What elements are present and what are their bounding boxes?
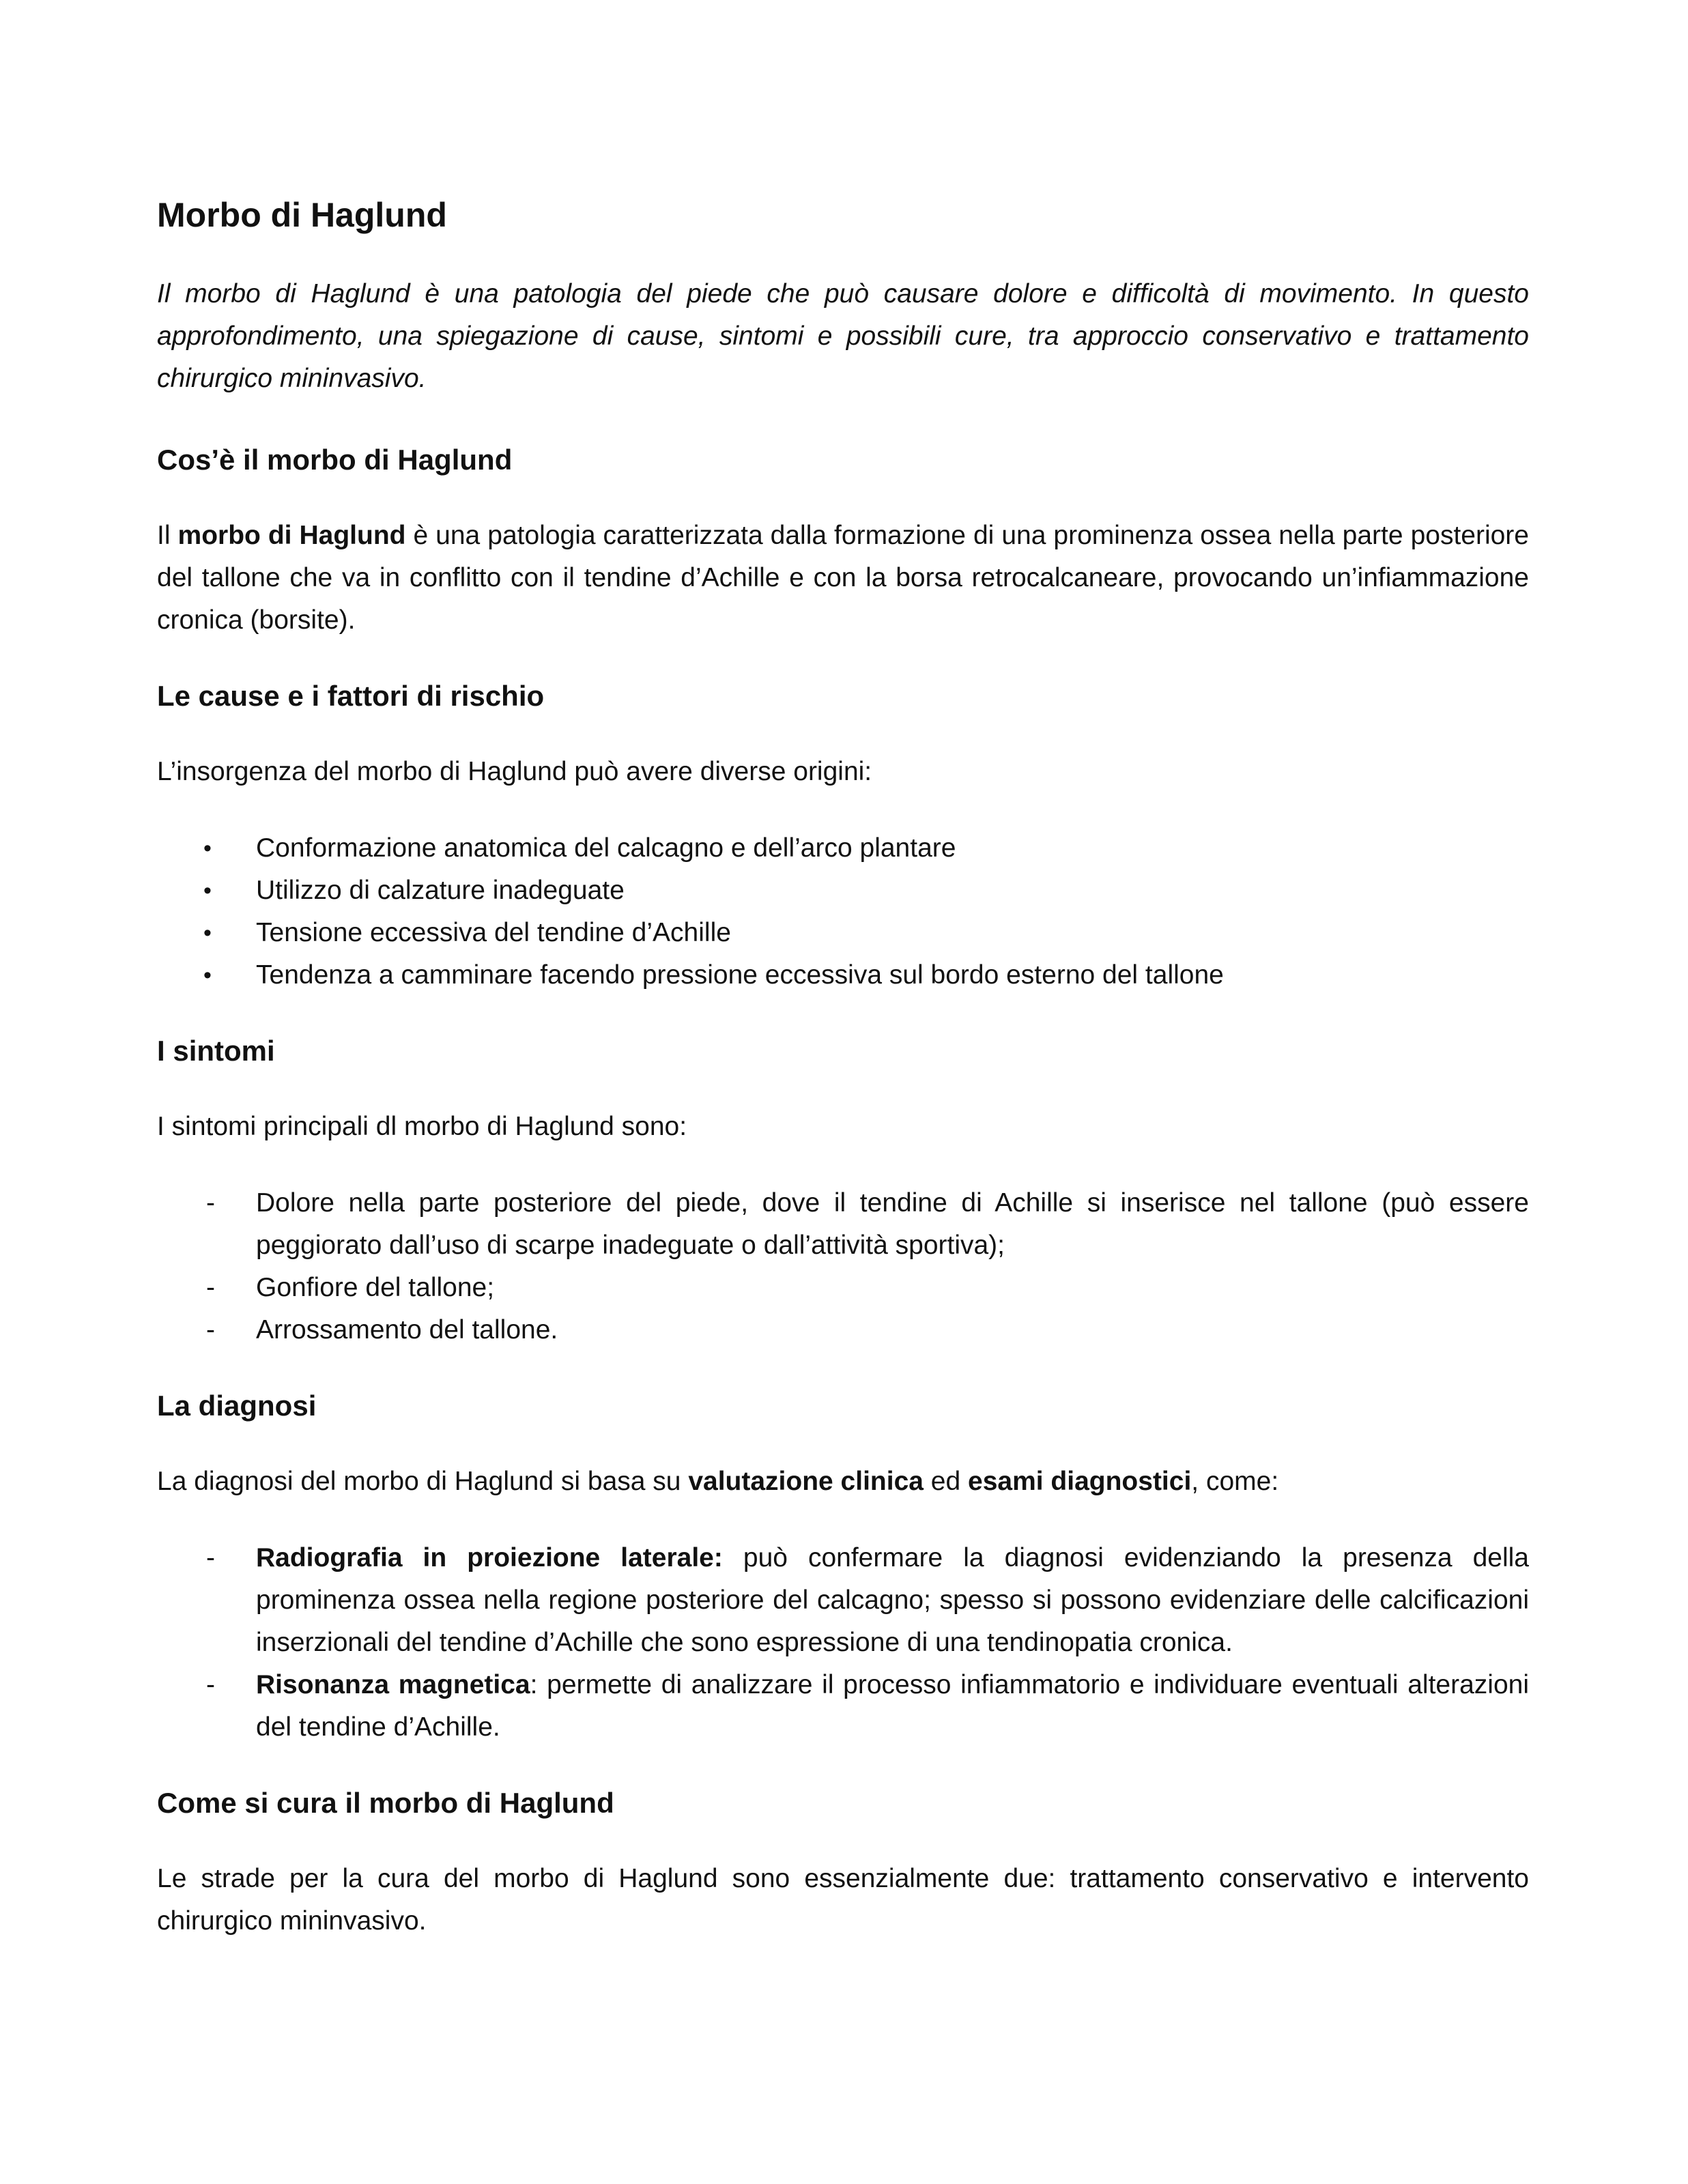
list-item-bold: Risonanza magnetica [256,1670,530,1699]
diagnosis-list [157,1537,1529,1749]
bullet-marker: • [203,920,212,946]
section-heading-treatment: Come si cura il morbo di Haglund [157,1787,614,1819]
section-heading-symptoms: I sintomi [157,1035,275,1067]
diagnosis-bold-clinical: valutazione clinica [688,1467,924,1496]
bullet-marker: • [203,835,212,861]
list-item [157,827,1529,870]
causes-list [157,827,1529,996]
symptoms-lead: I sintomi principali dl morbo di Haglund sono: [157,1112,687,1141]
causes-lead: L’insorgenza del morbo di Haglund può avere diverse origini: [157,757,872,786]
diagnosis-lead-mid: ed [923,1467,969,1496]
definition-text-end: è una patologia caratterizzata dalla formazione di una prominenza ossea nella parte posteriore del tallone che va in conflitto con il tendine d’Achille e con la borsa retrocalcaneare, provocando un’infiammazione cronica (borsite). [157,521,1529,635]
bullet-marker: • [203,878,212,904]
document-page [157,191,1529,1977]
diagnosis-lead [157,1461,1529,1503]
list-item-text: Conformazione anatomica del calcagno e dell’arco plantare [256,833,956,863]
dash-marker: - [206,1315,215,1345]
list-item [157,954,1529,996]
list-item-text: : permette di analizzare il processo infiammatorio e individuare eventuali alterazioni del tendine d’Achille. [256,1670,1530,1742]
list-item [157,1537,1529,1664]
list-item [157,1182,1529,1267]
document-title: Morbo di Haglund [157,196,447,234]
diagnosis-lead-start: La diagnosi del morbo di Haglund si basa su [157,1467,689,1496]
dash-marker: - [206,1188,215,1218]
list-item-text: Tendenza a camminare facendo pressione eccessiva sul bordo esterno del tallone [256,960,1224,990]
section-heading-diagnosis: La diagnosi [157,1390,317,1422]
diagnosis-lead-end: , come: [1191,1467,1279,1496]
intro-paragraph: Il morbo di Haglund è una patologia del piede che può causare dolore e difficoltà di movimento. In questo approfondimento, una spiegazione di cause, sintomi e possibili cure, tra approccio conservativo e trattamento chirurgico mininvasivo. [157,279,1529,393]
dash-marker: - [206,1543,215,1572]
definition-bold-term: morbo di Haglund [177,521,406,550]
list-item [157,912,1529,954]
list-item [157,1267,1529,1309]
diagnosis-bold-exams: esami diagnostici [968,1467,1192,1496]
bullet-marker: • [203,962,212,988]
list-item-text: Dolore nella parte posteriore del piede, dove il tendine di Achille si inserisce nel tallone (può essere peggiorato dall’uso di scarpe inadeguate o dall’attività sportiva); [256,1188,1529,1260]
section-heading-definition: Cos’è il morbo di Haglund [157,444,513,476]
dash-marker: - [206,1670,215,1699]
list-item [157,1309,1529,1351]
list-item-bold: Radiografia in proiezione laterale: [256,1543,723,1572]
section-heading-causes: Le cause e i fattori di rischio [157,680,545,712]
list-item-text: Tensione eccessiva del tendine d’Achille [256,918,731,947]
dash-marker: - [206,1273,215,1302]
definition-text-start: Il [157,521,178,550]
symptoms-list [157,1182,1529,1351]
list-item-text: può confermare la diagnosi evidenziando la presenza della prominenza ossea nella regione posteriore del calcagno; spesso si possono evidenziare delle calcificazioni inserzionali del tendine d’Achille che sono espressione di una tendinopatia cronica. [256,1543,1529,1657]
list-item [157,1664,1529,1749]
list-item-text: Arrossamento del tallone. [256,1315,558,1345]
list-item-text: Utilizzo di calzature inadeguate [256,876,625,905]
treatment-paragraph: Le strade per la cura del morbo di Haglund sono essenzialmente due: trattamento conservativo e intervento chirurgico mininvasivo. [157,1864,1529,1936]
definition-paragraph [157,515,1529,642]
list-item-text: Gonfiore del tallone; [256,1273,495,1302]
list-item [157,870,1529,912]
